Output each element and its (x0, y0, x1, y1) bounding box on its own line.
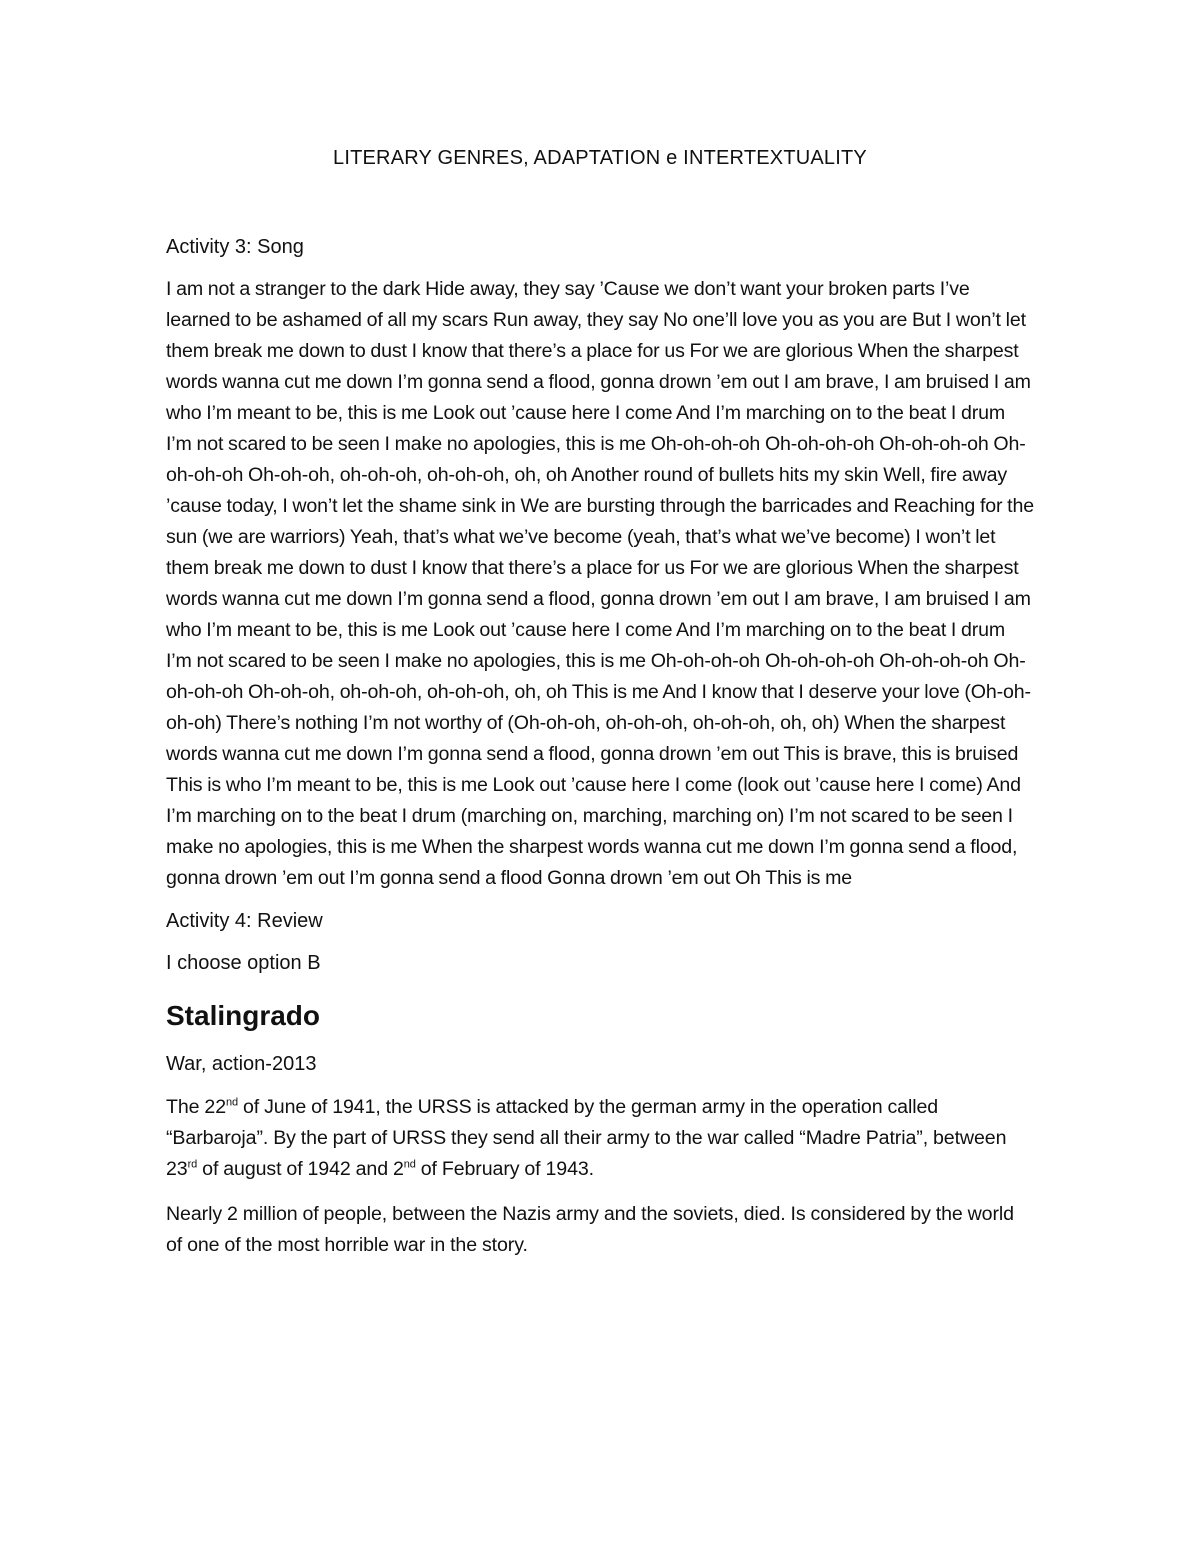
ordinal-suffix: rd (187, 1158, 198, 1171)
option-choice: I choose option B (166, 952, 321, 974)
document-title: LITERARY GENRES, ADAPTATION e INTERTEXTUALITY (333, 147, 867, 169)
ordinal-suffix: nd (403, 1158, 416, 1171)
genre-year: War, action-2013 (166, 1053, 317, 1075)
review-p1-part-d: of February of 1943. (415, 1158, 595, 1180)
review-p1-part-a: The 22 (166, 1096, 227, 1118)
review-p1-part-c: of august of 1942 and 2 (197, 1158, 404, 1180)
song-lyrics: I am not a stranger to the dark Hide away, they say ’Cause we don’t want your broken parts I’ve learned to be ashamed of all my scars Run away, they say No one’ll love you as you are But I won’t let them break me down to dust I know that there’s a place for us For we are glorious When the sharpest words wanna cut me down I’m gonna send a flood, gonna drown ’em out I am brave, I am bruised I am who I’m meant to be, this is me Look out ’cause here I come And I’m marching on to the beat I drum I’m not scared to be seen I make no apologies, this is me Oh-oh-oh-oh Oh-oh-oh-oh Oh-oh-oh-oh Oh-oh-oh-oh Oh-oh-oh, oh-oh-oh, oh-oh-oh, oh, oh Another round of bullets hits my skin Well, fire away ’cause today, I won’t let the shame sink in We are bursting through the barricades and Reaching for the sun (we are warriors) Yeah, that’s what we’ve become (yeah, that’s what we’ve become) I won’t let them break me down to dust I know that there’s a place for us For we are glorious When the sharpest words wanna cut me down I’m gonna send a flood, gonna drown ’em out I am brave, I am bruised I am who I’m meant to be, this is me Look out ’cause here I come And I’m marching on to the beat I drum I’m not scared to be seen I make no apologies, this is me Oh-oh-oh-oh Oh-oh-oh-oh Oh-oh-oh-oh Oh-oh-oh-oh Oh-oh-oh, oh-oh-oh, oh-oh-oh, oh, oh This is me And I know that I deserve your love (Oh-oh-oh-oh) There’s nothing I’m not worthy of (Oh-oh-oh, oh-oh-oh, oh-oh-oh, oh, oh) When the sharpest words wanna cut me down I’m gonna send a flood, gonna drown ’em out This is brave, this is bruised This is who I’m meant to be, this is me Look out ’cause here I come (look out ’cause here I come) And I’m marching on to the beat I drum (marching on, marching, marching on) I’m not scared to be seen I make no apologies, this is me When the sharpest words wanna cut me down I’m gonna send a flood, gonna drown ’em out I’m gonna send a flood Gonna drown ’em out Oh This is me (166, 278, 1034, 889)
review-paragraph-2: Nearly 2 million of people, between the Nazis army and the soviets, died. Is considered by the world of one of the most horrible war in the story. (166, 1203, 1014, 1256)
document-content (166, 140, 1034, 1275)
movie-title: Stalingrado (166, 1000, 321, 1031)
review-p1-part-b: of June of 1941, the URSS is attacked by the german army in the operation called “Barbaroja”. By the part of URSS they send all their army to the war called “Madre Patria”, between 23 (166, 1096, 1007, 1180)
activity-4-heading: Activity 4: Review (166, 910, 323, 932)
ordinal-suffix: nd (226, 1096, 239, 1109)
activity-3-heading: Activity 3: Song (166, 236, 304, 258)
review-paragraph-1 (166, 1092, 1034, 1185)
